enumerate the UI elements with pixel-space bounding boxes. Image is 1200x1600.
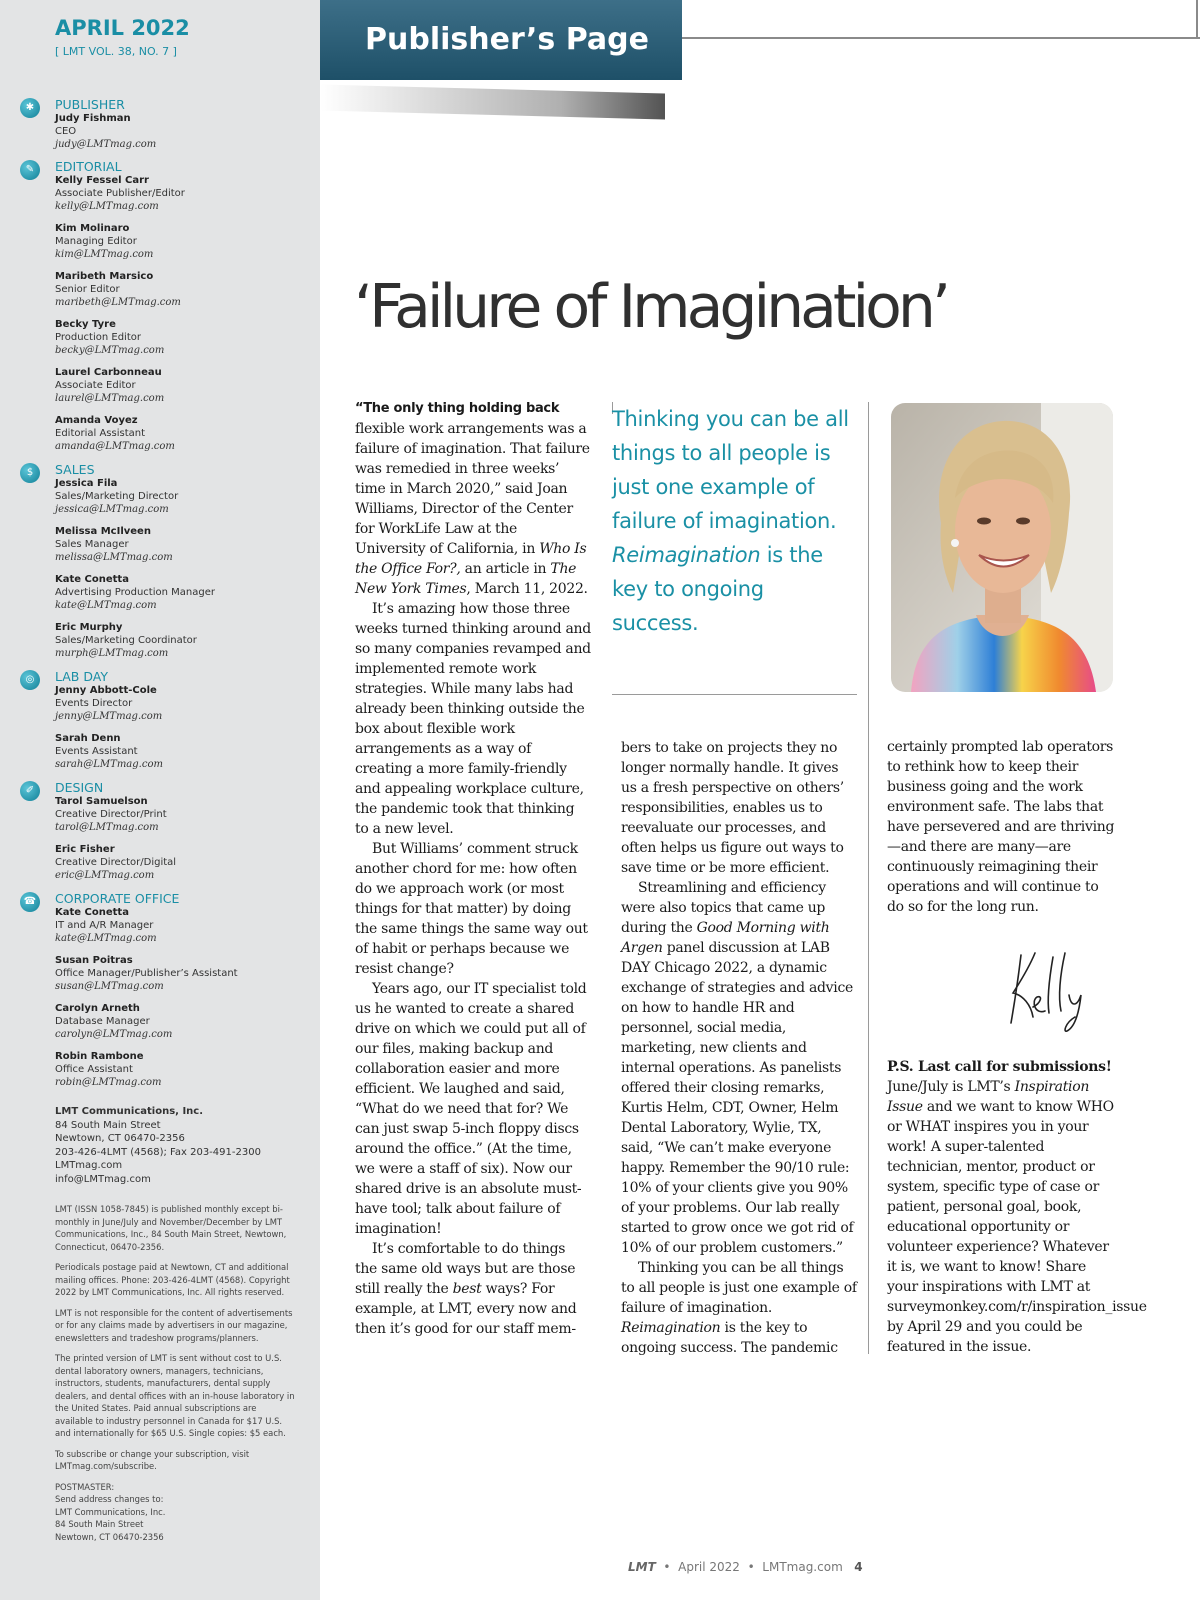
masthead-section <box>25 97 300 151</box>
emphasis: Reimagination <box>621 1320 721 1336</box>
header-banner <box>320 0 682 80</box>
company-phone: 203-426-4LMT (4568); Fax 203-491-2300 <box>55 1146 261 1158</box>
staff-role: Sales Manager <box>55 539 129 550</box>
paragraph <box>621 878 857 1258</box>
masthead-section-title: CORPORATE OFFICE <box>55 891 180 906</box>
text-run: panel discussion at LAB DAY Chicago 2022, a dynamic exchange of strategies and advice on how to handle HR and personnel, social media, marketing, new clients and internal operations. As panelists offered their closing remarks, Kurtis Helm, CDT, Owner, Helm Dental Laboratory, Wylie, TX, said, “We can’t make everyone happy. Remember the 90/10 rule: 10% of your clients give you 90% of your problems. Our lab really started to grow once we got rid of 10% of our problem customers.” <box>621 940 854 1256</box>
postmaster-line: Newtown, CT 06470-2356 <box>55 1531 164 1542</box>
staff-role: Events Assistant <box>55 746 138 757</box>
postmaster-line: POSTMASTER: <box>55 1481 115 1492</box>
staff-email[interactable]: kate@LMTmag.com <box>55 933 157 944</box>
text-run: Thinking you can be all things to all people is just one example of failure of imagination. <box>612 407 849 533</box>
staff-name: Jessica Fila <box>55 478 118 489</box>
staff-role: Senior Editor <box>55 284 120 295</box>
text-run: Thinking you can be all things to all people is just one example of failure of imagination. <box>621 1260 857 1316</box>
staff-entry <box>55 795 300 834</box>
staff-entry <box>55 732 300 771</box>
staff-role: Advertising Production Manager <box>55 587 215 598</box>
postmaster-line: LMT Communications, Inc. <box>55 1506 166 1517</box>
staff-entry <box>55 684 300 723</box>
staff-email[interactable]: judy@LMTmag.com <box>55 139 157 150</box>
office-icon: ☎ <box>20 892 40 912</box>
staff-email[interactable]: eric@LMTmag.com <box>55 870 155 881</box>
paragraph: It’s amazing how those three weeks turned thinking around and so many companies revamped and implemented remote work strategies. While many labs had already been thinking outside the box about flexible work arrangements as a way of creating a more family-friendly and appealing workplace culture, the pandemic took that thinking to a new level. <box>355 601 591 837</box>
author-photo <box>891 403 1113 692</box>
publication-notes <box>55 1203 295 1551</box>
staff-entry <box>55 414 300 453</box>
staff-name: Sarah Denn <box>55 733 121 744</box>
header-shadow <box>320 84 665 119</box>
asterisk-icon: ✱ <box>20 98 40 118</box>
staff-entry <box>55 906 300 945</box>
staff-role: Creative Director/Print <box>55 809 167 820</box>
staff-name: Eric Murphy <box>55 622 123 633</box>
staff-name: Amanda Voyez <box>55 415 138 426</box>
staff-entry <box>55 112 300 151</box>
pull-quote-rule <box>612 694 857 695</box>
design-icon: ✐ <box>20 781 40 801</box>
footer-logo: LMT <box>628 1560 656 1574</box>
staff-email[interactable]: maribeth@LMTmag.com <box>55 297 181 308</box>
staff-role: Production Editor <box>55 332 141 343</box>
staff-name: Judy Fishman <box>55 113 131 124</box>
staff-email[interactable]: murph@LMTmag.com <box>55 648 169 659</box>
text-run: an article in <box>460 561 551 577</box>
disclaimer-note: LMT is not responsible for the content of advertisements or for any claims made by advertisers in our magazine, enewsletters and tradeshow programs/planners. <box>55 1307 293 1343</box>
staff-role: Database Manager <box>55 1016 150 1027</box>
footer-date: April 2022 <box>678 1560 740 1574</box>
postmaster-line: Send address changes to: <box>55 1494 164 1504</box>
company-info <box>55 1105 300 1186</box>
article-column-3 <box>887 737 1119 917</box>
emphasis: best <box>452 1281 482 1297</box>
staff-role: Creative Director/Digital <box>55 857 177 868</box>
globe-icon: ◎ <box>20 670 40 690</box>
staff-email[interactable]: becky@LMTmag.com <box>55 345 165 356</box>
newspaper-ref: The New York Times <box>355 561 577 597</box>
issue-volume: [ LMT VOL. 38, NO. 7 ] <box>55 45 177 58</box>
staff-name: Kim Molinaro <box>55 223 130 234</box>
staff-email[interactable]: kelly@LMTmag.com <box>55 201 159 212</box>
header-rule <box>1196 0 1198 39</box>
page-number: 4 <box>854 1560 863 1574</box>
staff-entry <box>55 366 300 405</box>
staff-entry <box>55 954 300 993</box>
company-address-line: 84 South Main Street <box>55 1119 161 1131</box>
staff-email[interactable]: amanda@LMTmag.com <box>55 441 175 452</box>
staff-role: CEO <box>55 126 77 137</box>
staff-name: Eric Fisher <box>55 844 115 855</box>
text-run: June/July is LMT’s <box>887 1079 1015 1095</box>
page-footer <box>628 1560 863 1574</box>
paragraph: certainly prompted lab operators to rethink how to keep their business going and the work environment safe. The labs that have persevered and are thriving—and there are many—are continuously reimagining their operations and will continue to do so for the long run. <box>887 739 1115 915</box>
staff-entry <box>55 477 300 516</box>
staff-name: Maribeth Marsico <box>55 271 154 282</box>
staff-name: Kelly Fessel Carr <box>55 175 149 186</box>
issue-date: APRIL 2022 <box>55 16 190 40</box>
staff-entry <box>55 573 300 612</box>
postscript-heading: P.S. Last call for submissions! <box>887 1059 1112 1075</box>
staff-role: Sales/Marketing Coordinator <box>55 635 197 646</box>
staff-email[interactable]: melissa@LMTmag.com <box>55 552 173 563</box>
staff-entry <box>55 222 300 261</box>
page-title: Publisher’s Page <box>365 22 649 57</box>
company-website: LMTmag.com <box>55 1160 123 1171</box>
article-column-1 <box>355 398 591 1339</box>
header-rule <box>682 37 1200 39</box>
footer-separator: • <box>747 1560 755 1574</box>
staff-email[interactable]: carolyn@LMTmag.com <box>55 1029 173 1040</box>
staff-role: Associate Publisher/Editor <box>55 188 185 199</box>
subscription-note: The printed version of LMT is sent without cost to U.S. dental laboratory owners, managers, technicians, instructors, students, manufacturers, dental supply dealers, and dental offices with an in-house laboratory in the United States. Paid annual subscriptions are available to industry personnel in Canada for $17 U.S. and internationally for $65 U.S. Single copies: $5 each. <box>55 1353 295 1438</box>
staff-name: Kate Conetta <box>55 574 129 585</box>
staff-email[interactable]: robin@LMTmag.com <box>55 1077 162 1088</box>
staff-entry <box>55 270 300 309</box>
text-run: , March 11, 2022. <box>466 581 588 597</box>
paragraph <box>621 1258 857 1358</box>
masthead-section <box>25 669 300 771</box>
article-headline: ‘Failure of Imagination’ <box>354 272 947 342</box>
staff-email[interactable]: laurel@LMTmag.com <box>55 393 165 404</box>
handwritten-signature <box>1003 945 1103 1035</box>
text-run: Streamlining and efficiency were also topics that came up during the <box>621 880 826 936</box>
paragraph: But Williams’ comment struck another chord for me: how often do we approach work (or most things for that matter) by doing the same things the same way out of habit or perhaps because we resist change? <box>355 841 588 977</box>
event-ref: Good Morning with Argen <box>621 920 830 956</box>
staff-name: Carolyn Arneth <box>55 1003 140 1014</box>
masthead-section-title: EDITORIAL <box>55 159 122 174</box>
masthead-section <box>26 462 300 660</box>
paragraph <box>355 398 591 599</box>
company-address-line: Newtown, CT 06470-2356 <box>55 1133 185 1144</box>
masthead-section-title: DESIGN <box>55 780 104 795</box>
staff-entry <box>55 1050 300 1089</box>
article-title-ref: Who Is the Office For?, <box>355 541 587 577</box>
staff-email[interactable]: jessica@LMTmag.com <box>55 504 169 515</box>
company-name: LMT Communications, Inc. <box>55 1106 204 1117</box>
staff-role: Managing Editor <box>55 236 137 247</box>
text-run: ways? For example, at LMT, every now and then it’s good for our staff mem- <box>355 1281 577 1337</box>
company-email: info@LMTmag.com <box>55 1173 151 1185</box>
masthead-section <box>23 891 300 1089</box>
staff-entry <box>55 174 300 213</box>
staff-role: Associate Editor <box>55 380 136 391</box>
column-divider <box>868 402 869 1354</box>
masthead-section-title: PUBLISHER <box>55 97 125 112</box>
staff-role: Editorial Assistant <box>55 428 146 439</box>
masthead-section-title: LAB DAY <box>55 669 108 684</box>
sales-icon: $ <box>20 463 40 483</box>
staff-email[interactable]: susan@LMTmag.com <box>55 981 164 992</box>
paragraph: bers to take on projects they no longer normally handle. It gives us a fresh perspective on others’ responsibilities, enables us to reevaluate our processes, and often helps us figure out ways to save time or be more efficient. <box>621 740 844 876</box>
staff-name: Laurel Carbonneau <box>55 367 162 378</box>
staff-role: Office Manager/Publisher’s Assistant <box>55 968 238 979</box>
text-run: It’s comfortable to do things the same old ways but are those still really the <box>355 1241 576 1297</box>
pull-quote <box>612 402 856 640</box>
staff-role: Sales/Marketing Director <box>55 491 179 502</box>
staff-entry <box>55 843 300 882</box>
emphasis: Reimagination <box>612 543 761 567</box>
postage-note: Periodicals postage paid at Newtown, CT and additional mailing offices. Phone: 203-426-4LMT (4568). Copyright 2022 by LMT Communications, Inc. All rights reserved. <box>55 1262 290 1297</box>
footer-website[interactable]: LMTmag.com <box>762 1560 843 1574</box>
postmaster-line: 84 South Main Street <box>55 1519 144 1529</box>
staff-email[interactable]: jenny@LMTmag.com <box>55 711 163 722</box>
staff-role: IT and A/R Manager <box>55 920 154 931</box>
staff-email[interactable]: kate@LMTmag.com <box>55 600 157 611</box>
article-column-2 <box>621 738 857 1358</box>
masthead-section <box>25 159 300 453</box>
masthead-section <box>25 780 300 882</box>
subscribe-note: To subscribe or change your subscription, visit LMTmag.com/subscribe. <box>55 1448 250 1471</box>
text-run: is the key to ongoing success. <box>612 543 823 635</box>
staff-entry <box>55 621 300 660</box>
pen-icon: ✎ <box>20 160 40 180</box>
paragraph <box>355 1239 591 1339</box>
staff-name: Susan Poitras <box>55 955 133 966</box>
staff-email[interactable]: tarol@LMTmag.com <box>55 822 159 833</box>
staff-role: Office Assistant <box>55 1064 133 1075</box>
staff-list <box>23 97 300 1089</box>
masthead-section-title: SALES <box>55 462 95 477</box>
text-run: is the key to ongoing success. The pandemic <box>621 1320 838 1356</box>
staff-email[interactable]: kim@LMTmag.com <box>55 249 154 260</box>
text-run: and we want to know WHO or WHAT inspires you in your work! A super-talented technician, mentor, product or system, specific type of case or patient, personal goal, book, educational opportunity or volunteer experience? Whatever it is, we want to know! Share your inspirations with LMT at surveymonkey.com/r/inspiration_issue by April 29 and you could be featured in the issue. <box>887 1099 1147 1355</box>
staff-email[interactable]: sarah@LMTmag.com <box>55 759 163 770</box>
staff-name: Jenny Abbott-Cole <box>55 685 157 696</box>
staff-name: Robin Rambone <box>55 1051 144 1062</box>
lead-in: “The only thing holding back <box>355 401 560 416</box>
staff-entry <box>55 1002 300 1041</box>
issn-note: LMT (ISSN 1058-7845) is published monthly except bi-monthly in June/July and November/December by LMT Communications, Inc., 84 South Main Street, Newtown, Connecticut, 06470-2356. <box>55 1204 287 1252</box>
staff-name: Kate Conetta <box>55 907 129 918</box>
staff-name: Melissa McIlveen <box>55 526 151 537</box>
issue-ref: Inspiration Issue <box>887 1079 1090 1115</box>
staff-name: Tarol Samuelson <box>55 796 148 807</box>
text-run: flexible work arrangements was a failure of imagination. That failure was remedied in three weeks’ time in March 2020,” said Joan Williams, Director of the Center for WorkLife Law at the University of California, in <box>355 421 590 557</box>
postscript <box>887 1057 1147 1357</box>
paragraph: Years ago, our IT specialist told us he wanted to create a shared drive on which we could put all of our files, making backup and collaboration easier and more efficient. We laughed and said, “What do we need that for? We can just swap 5-inch floppy discs around the office.” (At the time, we were a staff of six). Now our shared drive is an absolute must-have tool; talk about failure of imagination! <box>355 981 587 1237</box>
staff-name: Becky Tyre <box>55 319 116 330</box>
postmaster-note <box>55 1481 295 1544</box>
masthead-sidebar <box>0 0 320 1600</box>
footer-separator: • <box>663 1560 671 1574</box>
staff-role: Events Director <box>55 698 133 709</box>
staff-entry <box>55 318 300 357</box>
staff-entry <box>55 525 300 564</box>
